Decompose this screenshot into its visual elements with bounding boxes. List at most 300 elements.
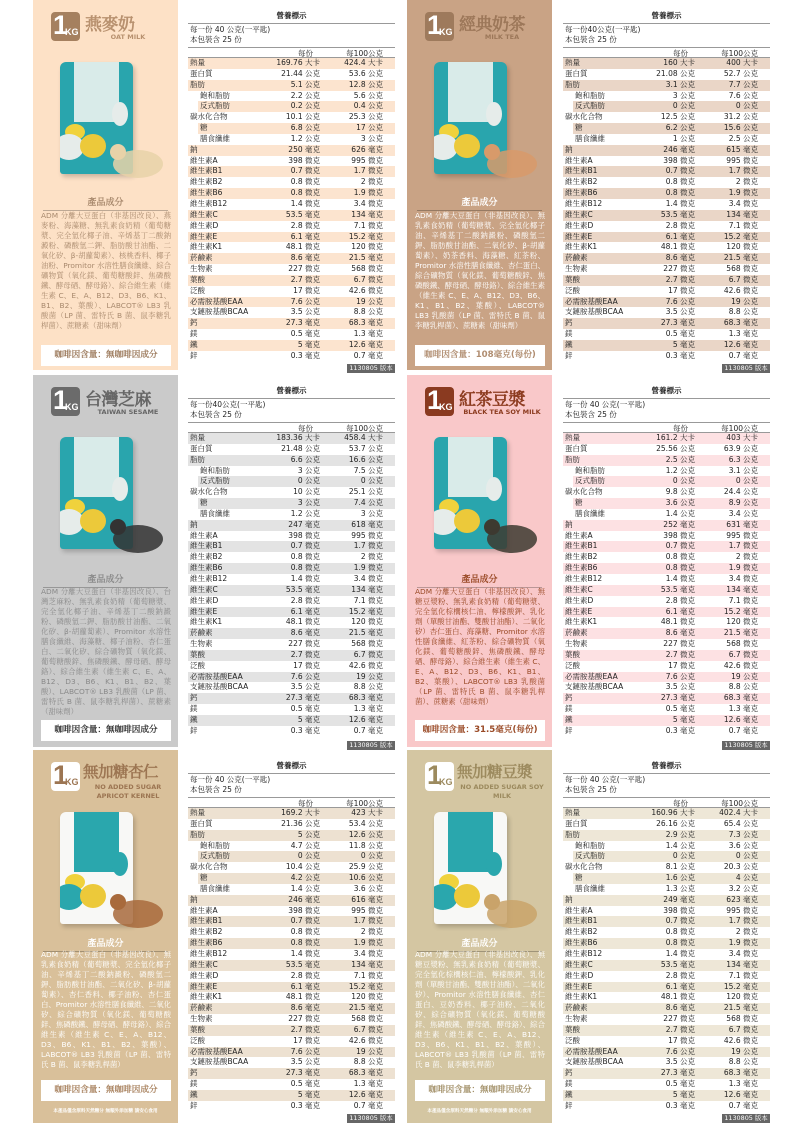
table-row (563, 318, 770, 329)
caffeine-content: 咖啡因含量：31.5毫克(每份) (415, 720, 545, 741)
table-row (563, 487, 770, 498)
table-row (563, 156, 770, 167)
per-100g-value: 134 毫克 (351, 209, 383, 219)
table-row (563, 134, 770, 145)
table-row (188, 69, 395, 80)
product-card (407, 750, 552, 1123)
per-serving-value: 7.6 公克 (665, 671, 695, 681)
nutrient-label: 葉酸 (565, 274, 580, 284)
per-100g-value: 2 微克 (360, 177, 383, 187)
per-100g-value: 1.9 微克 (728, 938, 758, 948)
table-row (563, 466, 770, 477)
version-badge: 1130805 版本 (722, 364, 770, 373)
no-added-sugar-note: 本產品僅含原料天然糖分 無額外添加糖 請安心食用 (427, 1109, 532, 1114)
weight-unit: KG (439, 27, 453, 37)
col-per-100g: 每100公克 (346, 424, 383, 433)
per-serving-value: 17 微克 (668, 285, 695, 295)
weight-number: 1 (53, 10, 69, 40)
nutrient-label: 泛酸 (565, 285, 580, 295)
per-100g-value: 8.8 公克 (353, 682, 383, 692)
per-100g-value: 1.7 微克 (353, 166, 383, 176)
nutrient-label: 蛋白質 (190, 818, 213, 828)
per-serving-value: 6.6 公克 (290, 454, 320, 464)
per-serving-value: 2.9 公克 (665, 829, 695, 839)
nutrient-label: 必需胺基酸EAA (565, 671, 618, 681)
per-serving-value: 0 公克 (297, 476, 320, 486)
table-row (563, 221, 770, 232)
nutrient-label: 維生素A (565, 530, 593, 540)
nutrient-label: 鎂 (190, 1079, 198, 1089)
table-row (188, 1057, 395, 1068)
nutrient-label: 維生素E (565, 606, 593, 616)
per-100g-value: 0.7 毫克 (353, 1100, 383, 1110)
per-serving-value: 48.1 微克 (660, 992, 695, 1002)
table-row (563, 693, 770, 704)
weight-badge (425, 12, 454, 41)
nutrient-label: 維生素C (190, 584, 218, 594)
nutrient-label: 生物素 (190, 1014, 213, 1024)
per-100g-value: 1.7 微克 (728, 541, 758, 551)
per-serving-value: 48.1 微克 (660, 617, 695, 627)
per-100g-value: 15.6 公克 (723, 123, 758, 133)
nutrient-label: 熱量 (565, 433, 580, 442)
per-100g-value: 68.3 毫克 (723, 1068, 758, 1078)
per-serving-value: 1.4 公克 (665, 508, 695, 518)
product-english-name: OAT MILK (110, 33, 146, 41)
table-row (188, 574, 395, 585)
per-100g-value: 1.7 微克 (353, 541, 383, 551)
product-english-name: BLACK TEA SOY MILK (463, 408, 541, 416)
per-100g-value: 6.3 公克 (728, 454, 758, 464)
per-100g-value: 120 微克 (726, 617, 758, 627)
table-row (563, 916, 770, 927)
table-row (188, 134, 395, 145)
version-badge: 1130805 版本 (722, 1114, 770, 1123)
per-100g-value: 20.3 公克 (723, 862, 758, 872)
per-100g-value: 7.1 微克 (353, 970, 383, 980)
per-serving-value: 252 毫克 (663, 519, 695, 529)
table-row (188, 498, 395, 509)
per-100g-value: 120 微克 (726, 242, 758, 252)
per-100g-value: 2.5 公克 (728, 133, 758, 143)
per-100g-value: 21.5 毫克 (348, 253, 383, 263)
table-row (188, 340, 395, 351)
per-serving-value: 1.2 公克 (290, 133, 320, 143)
table-row (563, 297, 770, 308)
col-per-100g: 每100公克 (721, 424, 758, 433)
caffeine-content: 咖啡因含量：108毫克(每份) (415, 345, 545, 366)
nutrition-title: 營養標示 (188, 385, 395, 399)
table-row (563, 199, 770, 210)
table-row (188, 552, 395, 563)
table-row (188, 960, 395, 971)
weight-number: 1 (53, 385, 69, 415)
nutrient-label: 泛酸 (190, 660, 205, 670)
table-row (563, 607, 770, 618)
nutrient-label: 鈉 (565, 519, 573, 529)
nutrient-label: 維生素B2 (190, 552, 223, 562)
col-per-100g: 每100公克 (721, 49, 758, 58)
table-row (563, 938, 770, 949)
per-serving-value: 1.4 微克 (290, 573, 320, 583)
nutrient-label: 泛酸 (565, 1035, 580, 1045)
nutrient-label: 鋅 (565, 350, 573, 360)
per-100g-value: 458.4 大卡 (344, 433, 383, 442)
nutrient-label: 維生素K1 (190, 242, 223, 252)
per-100g-value: 42.6 微克 (723, 660, 758, 670)
per-serving-value: 7.6 公克 (290, 296, 320, 306)
per-100g-value: 1.9 微克 (353, 563, 383, 573)
table-row (188, 433, 395, 444)
per-serving-value: 1.4 公克 (665, 840, 695, 850)
per-serving-value: 0.7 微克 (290, 916, 320, 926)
serving-size: 每一份40公克(一平匙) (190, 400, 266, 409)
ingredients-heading: 產品成分 (43, 936, 168, 952)
nutrient-label: 鐵 (190, 339, 198, 349)
product-card (33, 750, 178, 1123)
nutrient-label: 維生素E (565, 981, 593, 991)
col-per-100g: 每100公克 (346, 799, 383, 808)
table-row (563, 682, 770, 693)
table-row (188, 639, 395, 650)
nutrient-label: 維生素K1 (190, 992, 223, 1002)
nutrient-label: 維生素B1 (190, 541, 223, 551)
per-serving-value: 2.8 微克 (290, 970, 320, 980)
per-100g-value: 53.4 公克 (348, 818, 383, 828)
nutrient-label: 鈉 (190, 894, 198, 904)
per-serving-value: 5 毫克 (297, 339, 320, 349)
nutrient-label: 支鏈胺基酸BCAA (190, 682, 249, 692)
nutrient-label: 葉酸 (565, 1024, 580, 1034)
table-row (563, 58, 770, 69)
per-100g-value: 1.9 微克 (353, 188, 383, 198)
per-serving-value: 1.4 微克 (665, 573, 695, 583)
nutrient-label: 脂肪 (565, 829, 580, 839)
nutrient-label: 熱量 (190, 58, 205, 67)
per-serving-value: 0 公克 (672, 476, 695, 486)
per-serving-value: 0.5 毫克 (290, 704, 320, 714)
nutrient-label: 維生素B6 (190, 563, 223, 573)
per-100g-value: 3.6 公克 (728, 840, 758, 850)
per-100g-value: 3.4 微克 (353, 948, 383, 958)
per-100g-value: 2 微克 (360, 927, 383, 937)
per-100g-value: 19 公克 (356, 1046, 383, 1056)
nutrient-label: 維生素C (565, 959, 593, 969)
per-serving-value: 5.1 公克 (290, 79, 320, 89)
table-row (188, 520, 395, 531)
table-row (563, 574, 770, 585)
per-serving-value: 0.8 微克 (290, 563, 320, 573)
nutrition-table (188, 0, 395, 370)
per-serving-value: 398 微克 (663, 155, 695, 165)
per-serving-value: 0 公克 (672, 851, 695, 861)
per-100g-value: 24.4 公克 (723, 487, 758, 497)
per-serving-value: 0.8 微克 (290, 927, 320, 937)
per-100g-value: 6.7 微克 (353, 274, 383, 284)
per-100g-value: 15.2 毫克 (723, 231, 758, 241)
table-row (188, 1036, 395, 1047)
product-name: 經典奶茶 (459, 15, 525, 35)
per-serving-value: 5 毫克 (672, 339, 695, 349)
per-serving-value: 169.2 大卡 (281, 808, 320, 817)
nutrient-label: 鎂 (190, 704, 198, 714)
per-serving-value: 0.3 毫克 (665, 1100, 695, 1110)
per-100g-value: 12.6 公克 (348, 829, 383, 839)
per-serving-value: 1.4 微克 (290, 198, 320, 208)
per-serving-value: 227 微克 (663, 264, 695, 274)
weight-number: 1 (427, 10, 443, 40)
per-100g-value: 68.3 毫克 (723, 693, 758, 703)
version-badge: 1130805 版本 (347, 741, 395, 750)
nutrient-label: 鋅 (565, 725, 573, 735)
per-serving-value: 21.44 公克 (281, 68, 320, 78)
nutrition-table (188, 750, 395, 1123)
table-row (188, 819, 395, 830)
per-serving-value: 8.6 毫克 (665, 253, 695, 263)
per-serving-value: 0.3 毫克 (665, 725, 695, 735)
per-serving-value: 1.4 微克 (665, 198, 695, 208)
product-name: 燕麥奶 (85, 15, 135, 35)
per-100g-value: 1.7 微克 (728, 166, 758, 176)
table-row (563, 830, 770, 841)
per-serving-value: 398 微克 (288, 905, 320, 915)
nutrient-label: 鋅 (190, 1100, 198, 1110)
per-100g-value: 53.6 公克 (348, 68, 383, 78)
nutrient-label: 鐵 (565, 339, 573, 349)
weight-badge (425, 762, 454, 791)
ingredients-text: ADM 分離大豆蛋白（非基因改良）、台灣芝麻粉、無乳素食奶精（葡萄糖漿、完全氫化椰子油、辛烯基丁二酸鈉澱粉、磷酸氫二鉀、脂肪酸甘油酯、二氧化矽、β-胡蘿蔔素）、Promitor 水溶性膳食纖維、海藻糖、椰子油粉、杏仁蛋白、二氧化矽、綜合礦物質（氧化鎂、葡萄糖酸鋅、焦磷酸鐵、酵母硒、酵母鉻）、綜合維生素（維生素 C、E、A、B12、D3、B6、K1、B1、B2、葉酸）、LABCOT® LB3 乳酸菌（LP 菌、雷特氏 B 菌、鼠李糖乳桿菌）、蔗糖素（甜味劑） (41, 587, 171, 716)
table-row (563, 1090, 770, 1101)
table-header (188, 47, 395, 58)
nutrient-label: 鎂 (565, 1079, 573, 1089)
caffeine-content: 咖啡因含量：無咖啡因成分 (41, 1080, 171, 1101)
nutrient-label: 維生素B2 (565, 552, 598, 562)
table-row (188, 862, 395, 873)
table-row (188, 466, 395, 477)
table-row (563, 819, 770, 830)
per-100g-value: 3 公克 (360, 508, 383, 518)
per-100g-value: 1.3 毫克 (728, 1079, 758, 1089)
table-row (563, 1047, 770, 1058)
per-serving-value: 25.56 公克 (656, 443, 695, 453)
per-serving-value: 8.6 毫克 (290, 628, 320, 638)
weight-badge (51, 762, 80, 791)
ingredients-heading: 產品成分 (43, 572, 168, 588)
per-serving-value: 1.2 公克 (665, 465, 695, 475)
per-100g-value: 400 大卡 (726, 58, 758, 67)
nutrient-label: 菸鹼素 (565, 628, 588, 638)
per-100g-value: 8.8 公克 (728, 682, 758, 692)
per-100g-value: 3 公克 (360, 133, 383, 143)
per-serving-value: 3 公克 (297, 498, 320, 508)
ingredient-photo (113, 525, 163, 553)
table-row (188, 949, 395, 960)
per-100g-value: 16.6 公克 (348, 454, 383, 464)
per-serving-value: 8.6 毫克 (665, 1003, 695, 1013)
nutrient-label: 糖 (200, 123, 208, 133)
table-row (563, 123, 770, 134)
table-row (563, 1101, 770, 1112)
nutrient-label: 維生素B1 (565, 916, 598, 926)
per-100g-value: 134 毫克 (351, 584, 383, 594)
per-serving-value: 398 微克 (663, 530, 695, 540)
table-row (188, 1101, 395, 1112)
per-100g-value: 134 毫克 (726, 959, 758, 969)
per-serving-value: 4.2 公克 (290, 873, 320, 883)
per-100g-value: 42.6 微克 (348, 660, 383, 670)
nutrient-label: 生物素 (565, 264, 588, 274)
nutrient-label: 蛋白質 (190, 443, 213, 453)
product-name: 無加糖杏仁 (83, 763, 159, 781)
table-row (563, 726, 770, 737)
table-row (188, 541, 395, 552)
per-serving-value: 0.8 微克 (665, 938, 695, 948)
per-serving-value: 53.5 毫克 (285, 959, 320, 969)
table-row (188, 275, 395, 286)
version-badge: 1130805 版本 (347, 1114, 395, 1123)
per-serving-value: 6.1 毫克 (290, 981, 320, 991)
per-serving-value: 3 公克 (672, 90, 695, 100)
table-row (188, 607, 395, 618)
nutrient-label: 維生素E (190, 606, 218, 616)
table-row (563, 960, 770, 971)
nutrient-label: 鋅 (190, 725, 198, 735)
per-100g-value: 3.4 微克 (728, 573, 758, 583)
nutrient-label: 維生素B2 (565, 927, 598, 937)
per-100g-value: 25.9 公克 (348, 862, 383, 872)
per-100g-value: 19 公克 (356, 671, 383, 681)
table-row (188, 971, 395, 982)
product-name: 無加糖豆漿 (457, 763, 533, 781)
per-100g-value: 4 公克 (735, 873, 758, 883)
table-header (563, 47, 770, 58)
ingredients-heading: 產品成分 (417, 572, 542, 588)
product-card (407, 0, 552, 370)
per-serving-value: 6.1 毫克 (290, 231, 320, 241)
table-row (563, 596, 770, 607)
per-100g-value: 8.8 公克 (353, 307, 383, 317)
table-row (188, 617, 395, 628)
per-100g-value: 568 微克 (351, 639, 383, 649)
serving-size: 每一份 40 公克(一平匙) (565, 400, 646, 409)
ingredients-heading: 產品成分 (417, 936, 542, 952)
table-row (188, 628, 395, 639)
table-row (563, 520, 770, 531)
table-row (188, 596, 395, 607)
table-row (188, 982, 395, 993)
per-100g-value: 623 毫克 (726, 894, 758, 904)
table-row (188, 58, 395, 69)
weight-badge (425, 387, 454, 416)
per-100g-value: 19 公克 (356, 296, 383, 306)
per-serving-value: 0.7 微克 (290, 541, 320, 551)
weight-unit: KG (65, 402, 79, 412)
servings-per-pack: 本包裝含 25 份 (190, 35, 242, 44)
table-row (188, 177, 395, 188)
table-row (188, 297, 395, 308)
per-100g-value: 65.4 公克 (723, 818, 758, 828)
nutrient-label: 脂肪 (190, 79, 205, 89)
per-serving-value: 1.6 公克 (665, 873, 695, 883)
table-row (563, 982, 770, 993)
product-english-name: TAIWAN SESAME (97, 408, 159, 416)
per-serving-value: 0.3 毫克 (665, 350, 695, 360)
nutrient-label: 支鏈胺基酸BCAA (190, 1057, 249, 1067)
serving-info (190, 25, 270, 45)
per-100g-value: 134 毫克 (351, 959, 383, 969)
nutrient-label: 維生素B6 (565, 938, 598, 948)
per-100g-value: 0.7 毫克 (353, 725, 383, 735)
col-per-serving: 每份 (298, 799, 313, 808)
per-serving-value: 1 公克 (672, 133, 695, 143)
ingredient-photo (113, 900, 163, 928)
nutrient-label: 維生素B1 (190, 166, 223, 176)
per-100g-value: 15.2 毫克 (723, 606, 758, 616)
table-row (563, 145, 770, 156)
per-100g-value: 0.4 公克 (353, 101, 383, 111)
product-panel (400, 0, 800, 370)
per-100g-value: 21.5 毫克 (723, 1003, 758, 1013)
nutrition-title: 營養標示 (188, 10, 395, 24)
per-100g-value: 0.7 毫克 (728, 725, 758, 735)
table-row (188, 682, 395, 693)
table-row (188, 444, 395, 455)
col-per-serving: 每份 (298, 424, 313, 433)
nutrient-label: 蛋白質 (565, 68, 588, 78)
per-serving-value: 0.5 毫克 (665, 329, 695, 339)
nutrient-label: 碳水化合物 (565, 487, 603, 497)
per-serving-value: 0.8 微克 (665, 563, 695, 573)
per-100g-value: 3.4 微克 (353, 573, 383, 583)
per-100g-value: 42.6 微克 (723, 1035, 758, 1045)
per-serving-value: 5 毫克 (297, 714, 320, 724)
per-100g-value: 626 毫克 (351, 144, 383, 154)
table-row (563, 1068, 770, 1079)
table-row (563, 455, 770, 466)
per-serving-value: 0.3 毫克 (290, 1100, 320, 1110)
nutrient-label: 鈣 (565, 318, 573, 328)
per-100g-value: 1.7 微克 (728, 916, 758, 926)
nutrient-label: 維生素B6 (190, 938, 223, 948)
table-row (563, 433, 770, 444)
per-serving-value: 3.5 公克 (665, 1057, 695, 1067)
table-row (563, 715, 770, 726)
per-serving-value: 10.4 公克 (285, 862, 320, 872)
per-serving-value: 3.5 公克 (665, 307, 695, 317)
table-row (563, 188, 770, 199)
per-serving-value: 53.5 毫克 (660, 584, 695, 594)
per-100g-value: 1.3 毫克 (728, 704, 758, 714)
table-row (188, 1047, 395, 1058)
per-serving-value: 21.08 公克 (656, 68, 695, 78)
caffeine-content: 咖啡因含量：無咖啡因成分 (415, 1080, 545, 1101)
per-100g-value: 568 微克 (726, 639, 758, 649)
table-row (563, 476, 770, 487)
per-serving-value: 2.7 微克 (290, 649, 320, 659)
product-panel (0, 375, 400, 747)
nutrition-title: 營養標示 (563, 760, 770, 774)
per-serving-value: 246 毫克 (288, 894, 320, 904)
nutrient-label: 菸鹼素 (190, 253, 213, 263)
per-100g-value: 995 微克 (351, 905, 383, 915)
per-serving-value: 0.7 微克 (665, 916, 695, 926)
nutrient-label: 維生素C (565, 584, 593, 594)
table-row (188, 661, 395, 672)
per-100g-value: 68.3 毫克 (348, 693, 383, 703)
nutrient-label: 飽和脂肪 (575, 465, 605, 475)
per-serving-value: 0.8 微克 (290, 188, 320, 198)
nutrient-label: 鈉 (190, 144, 198, 154)
